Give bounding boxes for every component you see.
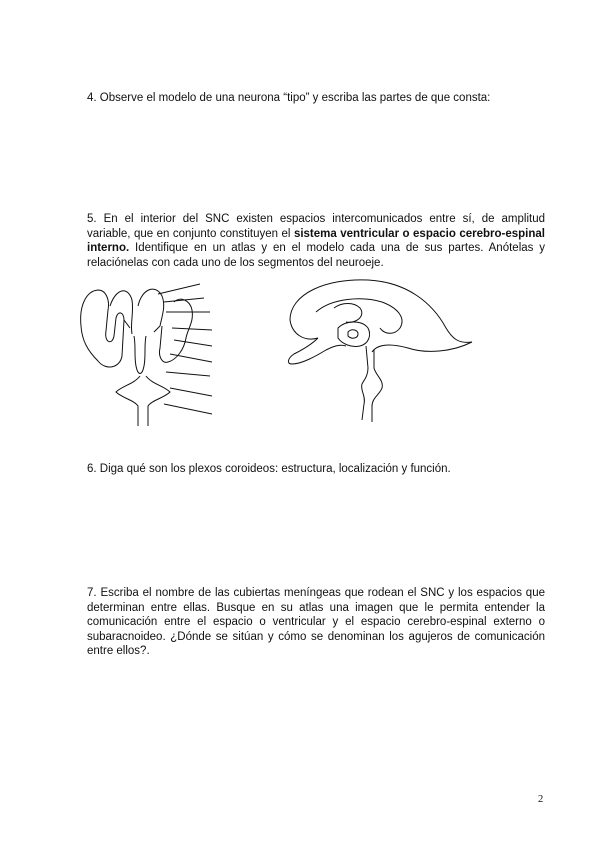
- question-7-text: 7. Escriba el nombre de las cubiertas meníngeas que rodean el SNC y los espacios que determinan entre ellas. Busque en su atlas una imagen que le permita entender la comunicación entre el espacio o ventricular y el espacio cerebro-espinal externo o subaracnoideo. ¿Dónde se sitúan y cómo se denominan los agujeros de comunicación entre ellos?.: [87, 587, 545, 658]
- page-number: 2: [538, 794, 544, 805]
- ventricular-system-frontal-figure: [76, 276, 216, 428]
- question-5-text-end: Identifique en un atlas y en el modelo cada una de sus partes. Anótelas y relaciónelas con cada uno de los segmentos del neuroeje.: [87, 242, 545, 269]
- question-5-bold-term: sistema ventricular o espacio cerebro-espinal interno.: [87, 227, 545, 255]
- question-6: [87, 462, 545, 477]
- question-5-text-start: 5. En el interior del SNC existen espacios intercomunicados entre sí, de amplitud variable, que en conjunto constituyen el: [87, 213, 545, 240]
- ventricular-system-lateral-figure: [276, 272, 476, 424]
- question-6-text: 6. Diga qué son los plexos coroideos: estructura, localización y función.: [87, 463, 451, 475]
- question-7: [87, 586, 545, 659]
- question-5: [87, 212, 545, 270]
- question-4-text: 4. Observe el modelo de una neurona “tipo” y escriba las partes de que consta:: [87, 92, 491, 104]
- question-4: [87, 91, 545, 106]
